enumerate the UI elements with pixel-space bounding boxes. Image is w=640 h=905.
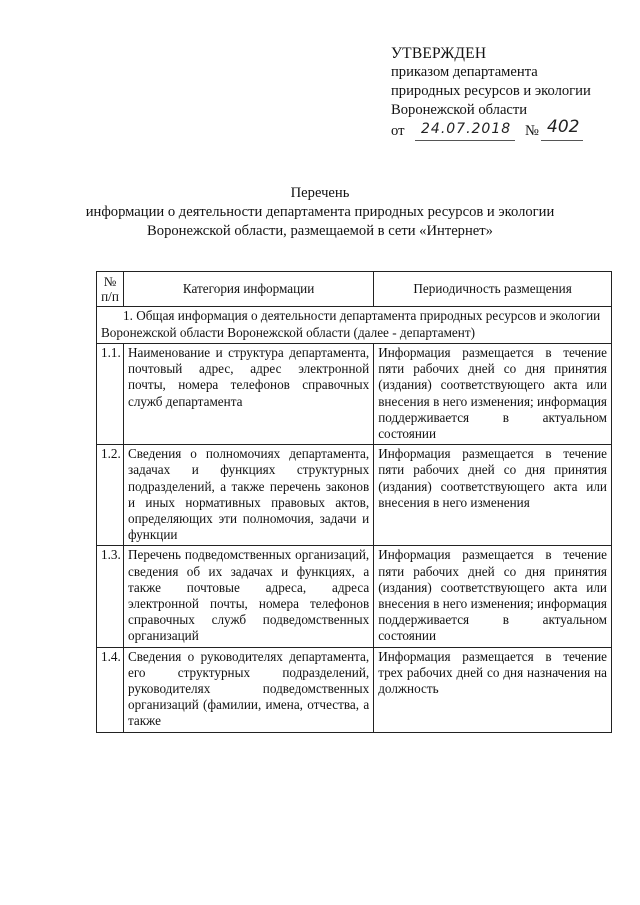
approval-line: Воронежской области bbox=[391, 102, 528, 118]
title-line: Воронежской области, размещаемой в сети «Интернет» bbox=[147, 223, 493, 239]
section-heading bbox=[97, 307, 612, 344]
table-header-row bbox=[97, 272, 612, 307]
date-underline bbox=[415, 140, 515, 141]
header-periodicity: Периодичность размещения bbox=[374, 272, 612, 307]
approval-line: природных ресурсов и экологии bbox=[391, 83, 591, 99]
number-underline bbox=[541, 140, 583, 141]
row-num: 1.3. bbox=[97, 546, 124, 647]
table-row bbox=[97, 445, 612, 546]
row-category: Сведения о руководителях департамента, его структурных подразделений, руководителях подведомственных организаций (фамилии, имена, отчества, а также bbox=[123, 647, 373, 732]
row-periodicity: Информация размещается в течение пяти рабочих дней со дня принятия (издания) соответствующего акта или внесения в него изменения bbox=[374, 445, 612, 546]
section-text: 1. Общая информация о деятельности департамента природных ресурсов и экологии Воронежской области Воронежской области (далее - департамент) bbox=[101, 308, 601, 340]
approval-heading: УТВЕРЖДЕН bbox=[391, 45, 487, 62]
title-line: информации о деятельности департамента природных ресурсов и экологии bbox=[85, 204, 555, 220]
handwritten-number: 402 bbox=[547, 117, 580, 137]
number-label: № bbox=[525, 123, 539, 139]
row-category: Наименование и структура департамента, почтовый адрес, адрес электронной почты, номера телефонов справочных служб департамента bbox=[123, 344, 373, 445]
row-num: 1.2. bbox=[97, 445, 124, 546]
approval-line: приказом департамента bbox=[391, 64, 538, 80]
title-line: Перечень bbox=[290, 185, 350, 201]
row-periodicity: Информация размещается в течение пяти рабочих дней со дня принятия (издания) соответствующего акта или внесения в него изменения; информация поддерживается в актуальном состоянии bbox=[374, 344, 612, 445]
row-category: Перечень подведомственных организаций, сведения об их задачах и функциях, а также почтовые адреса, адреса электронной почты, номера телефонов справочных служб подведомственных организаций bbox=[123, 546, 373, 647]
handwritten-date: 24.07.2018 bbox=[421, 121, 512, 137]
document-title bbox=[0, 184, 640, 241]
row-periodicity: Информация размещается в течение трех рабочих дней со дня назначения на должность bbox=[374, 647, 612, 732]
information-table bbox=[96, 271, 612, 733]
row-category: Сведения о полномочиях департамента, задачах и функциях структурных подразделений, а также перечень законов и иных нормативных правовых актов, определяющих эти полномочия, задачи и функции bbox=[123, 445, 373, 546]
header-category: Категория информации bbox=[123, 272, 373, 307]
row-periodicity: Информация размещается в течение пяти рабочих дней со дня принятия (издания) соответствующего акта или внесения в него изменения; информация поддерживается в актуальном состоянии bbox=[374, 546, 612, 647]
approval-date-number bbox=[391, 117, 591, 144]
table-row bbox=[97, 647, 612, 732]
section-row bbox=[97, 307, 612, 344]
from-label: от bbox=[391, 123, 405, 139]
header-num: № п/п bbox=[97, 272, 124, 307]
approval-block bbox=[391, 44, 591, 144]
table-row bbox=[97, 344, 612, 445]
row-num: 1.4. bbox=[97, 647, 124, 732]
table-row bbox=[97, 546, 612, 647]
row-num: 1.1. bbox=[97, 344, 124, 445]
